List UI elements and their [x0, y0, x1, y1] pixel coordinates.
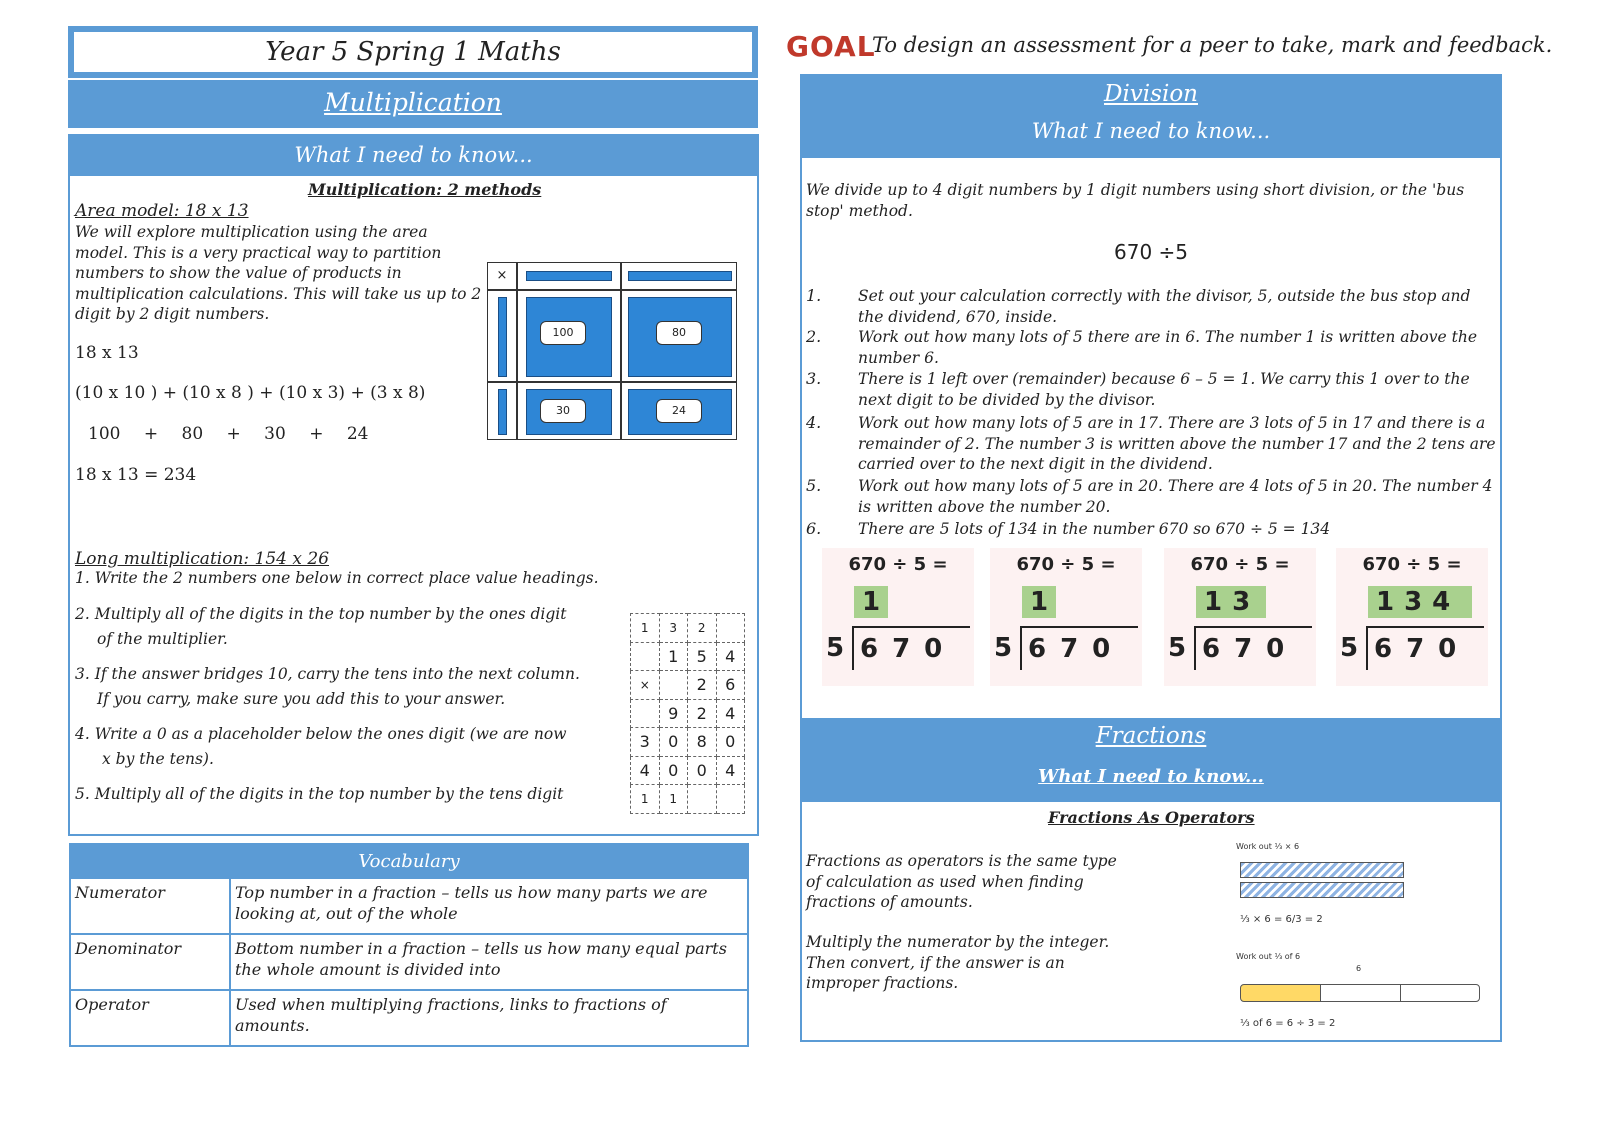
fraction-example-1-title: Work out ⅓ × 6 [1236, 842, 1300, 851]
lm-cell: 0 [716, 728, 745, 757]
equation-4: 18 x 13 = 234 [75, 465, 197, 485]
long-multiplication-table [630, 613, 745, 814]
bus-stop-question: 670 ÷ 5 = [1362, 554, 1462, 575]
equation-3: 100 + 80 + 30 + 24 [88, 424, 369, 444]
title-box [68, 26, 758, 78]
lm-cell: 2 [688, 699, 717, 728]
long-step-5: 5. Multiply all of the digits in the top number by the tens digit [75, 785, 564, 803]
vocab-definition: Used when multiplying fractions, links to fractions of amounts. [230, 990, 748, 1046]
bus-stop-question: 670 ÷ 5 = [1016, 554, 1116, 575]
division-step-text: Set out your calculation correctly with the divisor, 5, outside the bus stop and the dividend, 670, inside. [858, 287, 1471, 326]
division-heading: Division [1104, 81, 1198, 107]
bus-stop-divisor: 5 [1340, 633, 1359, 663]
vocabulary-heading: Vocabulary [70, 844, 748, 878]
vocabulary-row [70, 878, 748, 934]
lm-cell: 0 [688, 756, 717, 785]
division-intro: We divide up to 4 digit numbers by 1 digit numbers using short division, or the 'bus stop' method. [806, 181, 1465, 220]
lm-cell: 9 [659, 699, 688, 728]
fractions-know-heading: What I need to know... [1038, 766, 1264, 787]
bus-stop-dividend: 670 [860, 634, 957, 664]
bus-stop-question: 670 ÷ 5 = [848, 554, 948, 575]
lm-cell [716, 785, 745, 814]
area-cell-100 [517, 290, 621, 382]
division-step-num: 1. [806, 286, 822, 305]
division-heading-block [802, 76, 1500, 158]
division-step-num: 6. [806, 519, 822, 538]
long-step-3b: If you carry, make sure you add this to your answer. [97, 690, 506, 708]
bus-stop-divisor: 5 [1168, 633, 1187, 663]
lm-cell: × [631, 671, 660, 700]
long-step-2b: of the multiplier. [97, 630, 228, 648]
bus-stop-dividend: 670 [1202, 634, 1299, 664]
lm-cell [688, 785, 717, 814]
goal-logo: GOAL [786, 30, 876, 63]
lm-cell [631, 699, 660, 728]
bus-stop-answer: 134 [1368, 586, 1472, 618]
vocabulary-table [69, 843, 749, 1047]
bus-stop-1 [822, 548, 974, 686]
area-side-bottom [487, 382, 517, 440]
fraction-bar-1 [1240, 862, 1404, 878]
vocab-term: Operator [70, 990, 230, 1046]
division-step-num: 3. [806, 369, 822, 388]
lm-cell [631, 642, 660, 671]
area-value-24: 24 [656, 399, 702, 423]
vocab-term: Numerator [70, 878, 230, 934]
bus-stop-answer: 13 [1196, 586, 1266, 618]
fraction-bar-2 [1240, 882, 1404, 898]
fractions-paragraph-2: Multiply the numerator by the integer. Then convert, if the answer is an improper fractions. [806, 933, 1110, 992]
lm-cell: 8 [688, 728, 717, 757]
division-step-num: 5. [806, 476, 822, 495]
fraction-example-1-result: ⅓ × 6 = 6/3 = 2 [1240, 914, 1323, 925]
methods-title: Multiplication: 2 methods [308, 180, 542, 199]
vocabulary-row [70, 990, 748, 1046]
area-side-top [487, 290, 517, 382]
bus-stop-dividend: 670 [1374, 634, 1471, 664]
vocab-term: Denominator [70, 934, 230, 990]
lm-cell: 0 [659, 756, 688, 785]
bus-stop-divisor: 5 [994, 633, 1013, 663]
page-title: Year 5 Spring 1 Maths [265, 37, 561, 67]
long-step-4: 4. Write a 0 as a placeholder below the ones digit (we are now [75, 725, 567, 743]
long-step-3: 3. If the answer bridges 10, carry the tens into the next column. [75, 665, 580, 683]
lm-cell [716, 614, 745, 643]
bus-stop-question: 670 ÷ 5 = [1190, 554, 1290, 575]
long-step-1: 1. Write the 2 numbers one below in correct place value headings. [75, 569, 599, 587]
area-top-left [517, 262, 621, 290]
division-step-text: Work out how many lots of 5 are in 20. There are 4 lots of 5 in 20. The number 4 is written above the number 20. [858, 477, 1493, 516]
bus-stop-dividend: 670 [1028, 634, 1125, 664]
lm-cell: 1 [631, 614, 660, 643]
area-value-30: 30 [540, 399, 586, 423]
bus-stop-2 [990, 548, 1142, 686]
division-step-num: 4. [806, 413, 822, 432]
lm-cell: 0 [659, 728, 688, 757]
lm-cell: 5 [688, 642, 717, 671]
lm-cell: 3 [659, 614, 688, 643]
division-calc: 670 ÷5 [1114, 240, 1189, 264]
bus-stop-3 [1164, 548, 1316, 686]
vocabulary-row [70, 934, 748, 990]
area-top-right [621, 262, 737, 290]
division-know-heading: What I need to know... [1031, 119, 1271, 143]
bus-stop-divisor: 5 [826, 633, 845, 663]
goal-text: To design an assessment for a peer to take, mark and feedback. [872, 33, 1553, 57]
area-value-80: 80 [656, 321, 702, 345]
fractions-heading-block [802, 718, 1500, 802]
division-step-text: There is 1 left over (remainder) because 6 – 5 = 1. We carry this 1 over to the next digit to be divided by the divisor. [858, 370, 1470, 409]
long-step-4b: x by the tens). [102, 750, 214, 768]
bus-stop-answer: 1 [1022, 586, 1056, 618]
area-cell-24 [621, 382, 737, 440]
area-model-description: We will explore multiplication using the area model. This is a very practical way to partition numbers to show the value of products in multiplication calculations. This will take us up to 2 digit by 2 digit numbers. [75, 223, 482, 323]
fraction-example-2-title: Work out ⅓ of 6 [1236, 952, 1301, 961]
lm-cell: 4 [716, 699, 745, 728]
lm-cell: 1 [631, 785, 660, 814]
vocab-definition: Top number in a fraction – tells us how many parts we are looking at, out of the whole [230, 878, 748, 934]
fraction-example-2-total: 6 [1356, 964, 1362, 973]
fractions-heading: Fractions [1095, 723, 1207, 749]
lm-cell [659, 671, 688, 700]
fraction-bar-3 [1240, 984, 1480, 1002]
lm-cell: 2 [688, 671, 717, 700]
long-multiplication-title: Long multiplication: 154 x 26 [75, 549, 330, 569]
equation-1: 18 x 13 [75, 343, 139, 363]
area-model-title: Area model: 18 x 13 [75, 201, 249, 221]
lm-cell: 3 [631, 728, 660, 757]
lm-cell: 6 [716, 671, 745, 700]
division-step-text: Work out how many lots of 5 there are in 6. The number 1 is written above the number 6. [858, 328, 1477, 367]
lm-cell: 1 [659, 642, 688, 671]
lm-cell: 4 [716, 756, 745, 785]
bus-stop-answer: 1 [854, 586, 888, 618]
vocab-definition: Bottom number in a fraction – tells us how many equal parts the whole amount is divided into [230, 934, 748, 990]
lm-cell: 2 [688, 614, 717, 643]
lm-cell: 4 [716, 642, 745, 671]
fractions-subtitle: Fractions As Operators [1048, 808, 1255, 827]
fraction-example-2-result: ⅓ of 6 = 6 ÷ 3 = 2 [1240, 1018, 1336, 1029]
area-cell-80 [621, 290, 737, 382]
area-model-grid [487, 262, 737, 440]
long-step-2: 2. Multiply all of the digits in the top number by the ones digit [75, 605, 567, 623]
multiplication-heading: Multiplication [68, 80, 758, 128]
bus-stop-4 [1336, 548, 1488, 686]
fractions-paragraph-1: Fractions as operators is the same type of calculation as used when finding fractions of amounts. [806, 852, 1117, 911]
lm-cell: 1 [659, 785, 688, 814]
division-step-num: 2. [806, 327, 822, 346]
area-value-100: 100 [540, 321, 586, 345]
area-times-cell: × [487, 262, 517, 290]
lm-cell: 4 [631, 756, 660, 785]
multiplication-know-heading: What I need to know... [70, 136, 757, 176]
division-step-text: Work out how many lots of 5 are in 17. There are 3 lots of 5 in 17 and there is a remainder of 2. The number 3 is written above the number 17 and the 2 tens are carried over to the next digit in the dividend. [858, 414, 1496, 473]
division-step-text: There are 5 lots of 134 in the number 670 so 670 ÷ 5 = 134 [858, 520, 1331, 538]
equation-2: (10 x 10 ) + (10 x 8 ) + (10 x 3) + (3 x 8) [75, 383, 426, 403]
area-cell-30 [517, 382, 621, 440]
